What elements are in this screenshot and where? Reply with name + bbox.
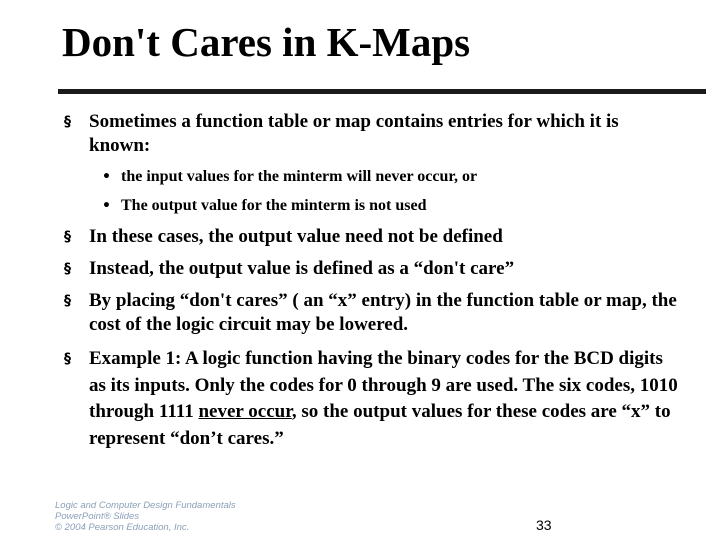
bullet-5-text-end: , so the output values for these codes are “x” to represent “don’t cares.”	[89, 401, 671, 449]
bullet-3	[64, 257, 679, 281]
bullet-5-text-start: Example 1: A logic function having the binary codes for the BCD digits as its inputs. Only the codes for 0 through 9 are used. The six codes, 1010 through 1111	[89, 348, 678, 422]
bullet-4-text: By placing “don't cares” ( an “x” entry) in the function table or map, the cost of the logic circuit may be lowered.	[89, 290, 677, 335]
sub-bullet-2-text: The output value for the minterm is not used	[121, 197, 427, 214]
footer-credit	[55, 500, 236, 533]
bullet-marker: §	[64, 229, 71, 245]
bullet-marker: §	[64, 293, 71, 309]
bullet-5	[64, 346, 679, 452]
title-divider	[58, 89, 706, 94]
page-number: 33	[536, 517, 552, 533]
slide-title: Don't Cares in K-Maps	[62, 19, 471, 65]
sub-bullet-1	[102, 166, 681, 188]
bullet-marker: §	[64, 114, 71, 130]
sub-bullet-1-text: the input values for the minterm will never occur, or	[121, 168, 478, 185]
sub-bullet-2	[102, 195, 681, 217]
bullet-2-text: In these cases, the output value need not be defined	[89, 226, 503, 247]
bullet-5-underlined: never occur	[198, 401, 292, 422]
sub-bullet-marker: •	[102, 169, 111, 185]
footer-line-2: PowerPoint® Slides	[55, 511, 140, 522]
bullet-1	[64, 110, 679, 158]
bullet-4	[64, 289, 679, 337]
sub-bullet-marker: •	[102, 198, 111, 214]
bullet-2	[64, 225, 679, 249]
bullet-marker: §	[64, 351, 71, 367]
bullet-3-text: Instead, the output value is defined as a “don't care”	[89, 258, 515, 279]
bullet-1-text: Sometimes a function table or map contains entries for which it is known:	[89, 111, 619, 156]
footer-line-3: © 2004 Pearson Education, Inc.	[55, 522, 190, 533]
footer-line-1: Logic and Computer Design Fundamentals	[55, 500, 236, 511]
bullet-marker: §	[64, 261, 71, 277]
